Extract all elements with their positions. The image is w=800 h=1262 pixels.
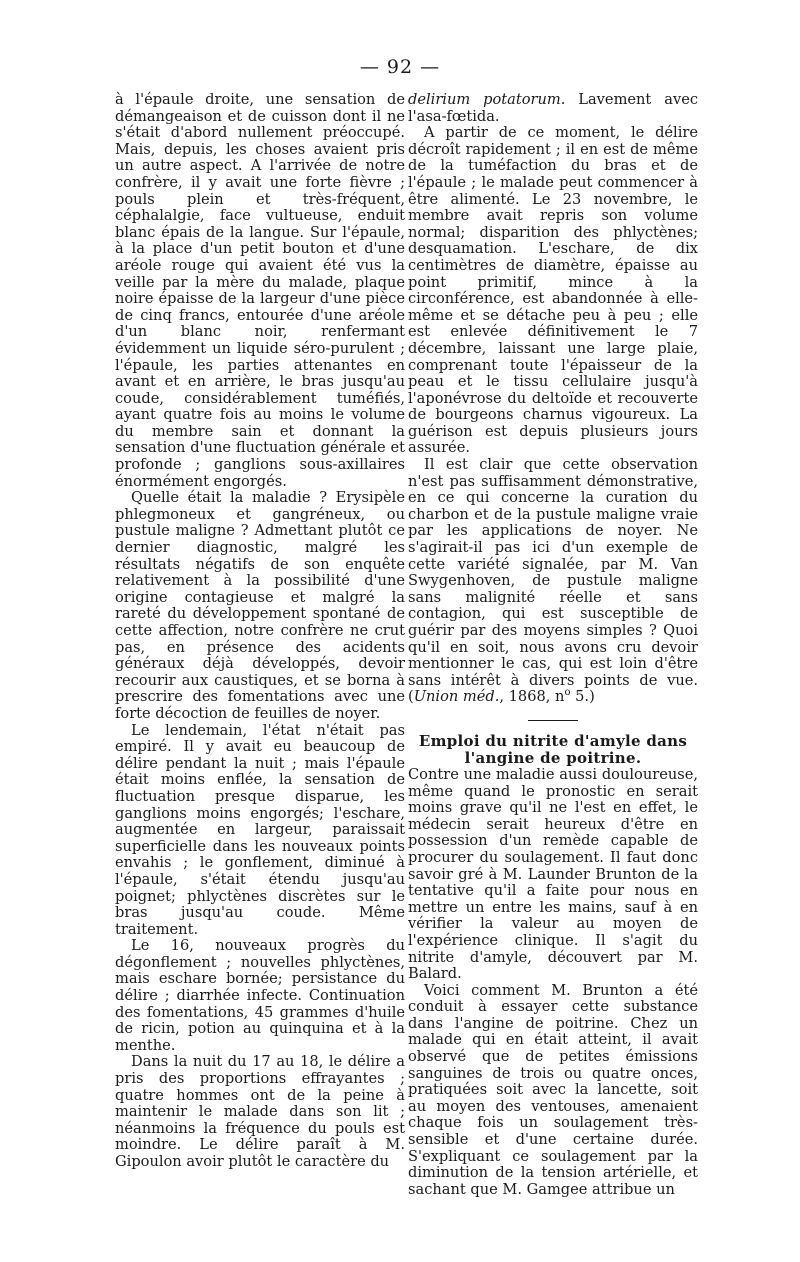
paragraph: Voici comment M. Brunton a été conduit à essayer cette substance dans l'angine de poitrine. Chez un malade qui en était atteint, il avait observé que de petites émissions sanguines de trois ou quatre onces, pratiquées soit avec la lancette, soit au moyen des ventouses, amenaient chaque fois un soulagement très-sensible et d'une certaine durée. S'expliquant ce soulagement par la diminution de la tension artérielle, et sachant que M. Gamgee attribue un — [408, 981, 698, 1198]
italic-term: delirium potatorum. — [408, 91, 566, 108]
article-heading: Emploi du nitrite d'amyle dans l'angine de poitrine. — [418, 731, 688, 767]
paragraph: Contre une maladie aussi douloureuse, même quand le pronostic en serait moins grave qu'il ne l'est en effet, le médecin serait heureux d'être en possession d'un remède capable de procurer du soulagement. Il faut donc savoir gré à M. Launder Brunton de la tentative qu'il a faite pour nous en mettre un entre les mains, sauf à en vérifier la valeur au moyen de l'expérience clinique. Il s'agit du nitrite d'amyle, découvert par M. Balard. — [408, 765, 698, 983]
right-column — [408, 92, 698, 1198]
paragraph: à l'épaule droite, une sensation de démangeaison et de cuisson dont il ne s'était d'abord nullement préoccupé. Mais, depuis, les choses avaient pris un autre aspect. A l'arrivée de notre confrère, il y avait une forte fièvre ; pouls plein et très-fréquent, céphalalgie, face vultueuse, enduit blanc épais de la langue. Sur l'épaule, à la place d'un petit bouton et d'une aréole rouge qui avaient été vus la veille par la mère du malade, plaque noire épaisse de la largeur d'une pièce de cinq francs, entourée d'une aréole d'un blanc noir, renfermant évidemment un liquide séro-purulent ; l'épaule, les parties attenantes en avant et en arrière, le bras jusqu'au coude, considérablement tuméfiés, ayant quatre fois au moins le volume du membre sain et donnant la sensation d'une fluctuation générale et profonde ; ganglions sous-axillaires énormément engorgés. — [115, 91, 405, 490]
paragraph: Dans la nuit du 17 au 18, le délire a pris des proportions effrayantes ; quatre hommes ont de la peine à maintenir le malade dans son lit ; néanmoins la fréquence du pouls est moindre. Le délire paraît à M. Gipoulon avoir plutôt le caractère du — [115, 1053, 405, 1170]
source-citation: Union méd. — [413, 688, 500, 706]
left-column — [115, 92, 405, 1171]
paragraph — [408, 457, 698, 706]
superscript: o — [564, 687, 571, 699]
paragraph: A partir de ce moment, le délire décroît rapidement ; il en est de même de la tuméfaction du bras et de l'épaule ; le malade peut commencer à être alimenté. Le 23 novembre, le membre avait repris son volume normal; disparition des phlyctènes; desquamation. L'eschare, de dix centimètres de diamètre, épaisse au point primitif, mince à la circonférence, est abandonnée à elle-même et se détache peu à peu ; elle est enlevée définitivement le 7 décembre, laissant une large plaie, comprenant toute l'épaisseur de la peau et le tissu cellulaire jusqu'à l'aponévrose du deltoïde et recouverte de bourgeons charnus vigoureux. La guérison est depuis plusieurs jours assurée. — [408, 124, 698, 457]
paragraph: Le 16, nouveaux progrès du dégonflement ; nouvelles phlyctènes, mais eschare bornée; persistance du délire ; diarrhée infecte. Continuation des fomentations, 45 grammes d'huile de ricin, potion au quinquina et à la menthe. — [115, 937, 405, 1054]
page-number: — 92 — — [359, 56, 441, 78]
citation-end: 5.) — [570, 688, 595, 706]
paragraph-text: Lavement avec l'asa-fœtida. — [408, 91, 699, 125]
citation-year: , 1868, n — [499, 688, 565, 706]
paragraph-text: Il est clair que cette observation n'est pas suffisamment démonstrative, en ce qui concerne la curation du charbon et de la pustule maligne vraie par les applications de noyer. Ne s'agirait-il pas ici d'un exemple de cette variété signalée, par M. Van Swygenhoven, de pustule maligne sans malignité réelle et sans contagion, qui est susceptible de guérir par des moyens simples ? Quoi qu'il en soit, nous avons cru devoir mentionner le cas, qui est loin d'être sans intérêt à divers points de vue.( — [408, 456, 698, 706]
paragraph — [408, 92, 698, 125]
paragraph: Quelle était la maladie ? Erysipèle phlegmoneux et gangréneux, ou pustule maligne ? Admettant plutôt ce dernier diagnostic, malgré les résultats négatifs de son enquête relativement à la possibilité d'une origine contagieuse et malgré la rareté du développement spontané de cette affection, notre confrère ne crut pas, en présence des acidents généraux déjà développés, devoir recourir aux caustiques, et se borna à prescrire des fomentations avec une forte décoction de feuilles de noyer. — [115, 489, 405, 722]
section-divider — [528, 720, 578, 721]
paragraph: Le lendemain, l'état n'était pas empiré. Il y avait eu beaucoup de délire pendant la nuit ; mais l'épaule était moins enflée, la sensation de fluctuation presque disparue, les ganglions moins engorgés; l'eschare, augmentée en largeur, paraissait superficielle dans les nouveaux points envahis ; le gonflement, diminué à l'épaule, s'était étendu jusqu'au poignet; phlyctènes discrètes sur le bras jusqu'au coude. Même traitement. — [115, 721, 405, 938]
